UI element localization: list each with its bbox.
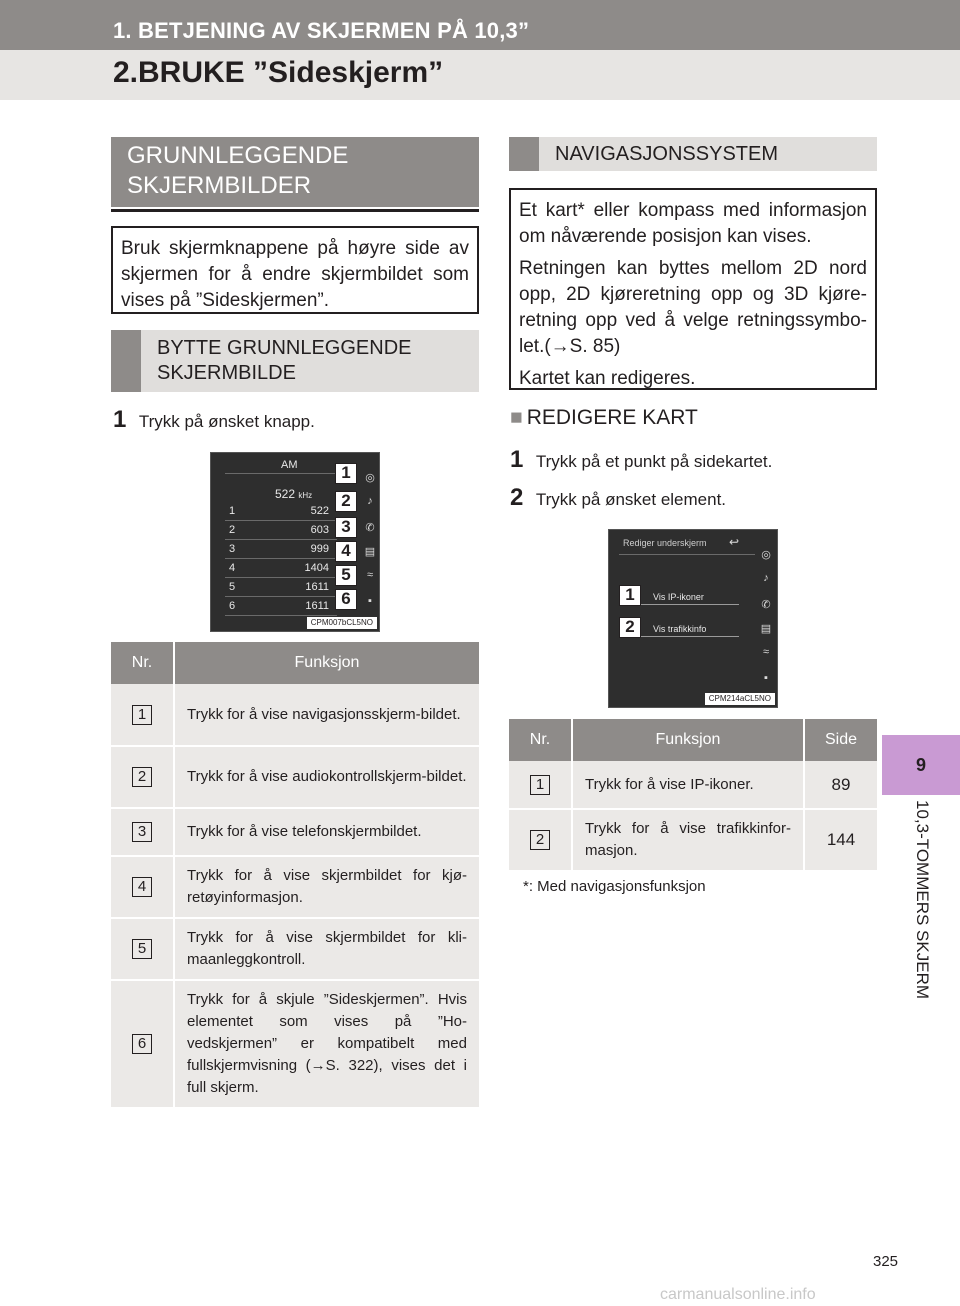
preset-frequency: 999 <box>310 543 329 555</box>
heading-bytte-text: BYTTE GRUNNLEGGENDE SKJERMBILDE <box>157 337 412 384</box>
subheading-marker: ■ <box>510 406 523 429</box>
step-2-right <box>510 484 726 512</box>
row-function: Trykk for å vise IP-ikoner. <box>572 761 804 809</box>
audio-icon[interactable]: ♪ <box>763 572 769 584</box>
heading-grunnleggende-text: GRUNNLEGGENDE SKJERMBILDER <box>127 142 349 199</box>
table-row <box>509 761 877 809</box>
row-page: 89 <box>804 761 877 809</box>
edit-option-ip-icons[interactable]: Vis IP-ikoner <box>653 592 704 602</box>
info-paragraph-2: Retningen kan byttes mellom 2D nord opp, 2D kjøreretning opp og 3D kjøre-retning opp ved å velge retningssymbo-let.(→S. 85) <box>519 258 867 357</box>
step-number: 2 <box>510 484 524 511</box>
row-number: 2 <box>530 830 550 850</box>
preset-frequency: 1404 <box>304 562 329 574</box>
heading-underline <box>111 209 479 212</box>
row-number: 4 <box>132 877 152 897</box>
info-paragraph-3: Kartet kan redigeres. <box>519 368 696 389</box>
watermark: carmanualsonline.info <box>660 1286 816 1303</box>
screen-title: Rediger underskjerm <box>623 538 707 548</box>
step-1-left <box>113 406 315 434</box>
function-table-right <box>509 719 877 872</box>
step-text: Trykk på et punkt på sidekartet. <box>535 452 773 471</box>
heading-navigasjonssystem-text: NAVIGASJONSSYSTEM <box>555 143 779 165</box>
row-function: Trykk for å vise navigasjonsskjerm-bildet. <box>174 684 479 746</box>
navigation-icon[interactable]: ◎ <box>761 549 771 561</box>
navigation-info-box <box>509 188 877 390</box>
heading-grunnleggende <box>111 137 479 207</box>
table-row <box>111 918 479 980</box>
audio-icon[interactable]: ♪ <box>367 495 373 507</box>
footnote: *: Med navigasjonsfunksjon <box>523 878 706 895</box>
image-caption: CPM007bCL5NO <box>307 617 377 629</box>
badge-4: 4 <box>335 541 357 562</box>
chapter-tab-number: 9 <box>882 735 960 795</box>
step-text: Trykk på ønsket knapp. <box>138 412 315 431</box>
info-paragraph-1: Et kart* eller kompass med informasjon om nåværende posisjon kan vises. <box>519 200 867 247</box>
row-number: 1 <box>530 775 550 795</box>
preset-number: 4 <box>229 562 236 574</box>
col-header-nr: Nr. <box>509 719 572 761</box>
col-header-funksjon: Funksjon <box>174 642 479 684</box>
preset-number: 2 <box>229 524 236 536</box>
car-info-icon[interactable]: ▤ <box>364 546 376 558</box>
row-number: 5 <box>132 939 152 959</box>
table-row <box>111 684 479 746</box>
row-page: 144 <box>804 809 877 871</box>
navigation-icon[interactable]: ◎ <box>365 472 375 484</box>
screen-title: AM <box>281 459 298 471</box>
row-number: 1 <box>132 705 152 725</box>
badge-6: 6 <box>335 589 357 610</box>
preset-button-3[interactable] <box>229 543 329 555</box>
table-row <box>111 980 479 1108</box>
page-title: 2.BRUKE ”Sideskjerm” <box>113 56 444 89</box>
intro-text: Bruk skjermknappene på høyre side av skjermen for å endre skjermbildet som vises på ”Sideskjermen”. <box>121 238 469 311</box>
subheading-redigere <box>510 406 698 430</box>
row-function: Trykk for å vise skjermbildet for kli-maanleggkontroll. <box>174 918 479 980</box>
preset-frequency: 1611 <box>305 600 329 612</box>
preset-button-1[interactable] <box>229 505 329 517</box>
preset-button-5[interactable] <box>229 581 329 593</box>
table-row <box>111 746 479 808</box>
climate-icon[interactable]: ≈ <box>366 569 374 581</box>
heading-bytte <box>111 330 479 392</box>
badge-5: 5 <box>335 565 357 586</box>
preset-number: 3 <box>229 543 236 555</box>
intro-box <box>111 226 479 314</box>
badge-1: 1 <box>335 463 357 484</box>
page-number: 325 <box>873 1253 899 1270</box>
step-text: Trykk på ønsket element. <box>535 490 727 509</box>
badge-3: 3 <box>335 517 357 538</box>
function-table-left <box>111 642 479 1109</box>
col-header-side: Side <box>804 719 877 761</box>
car-info-icon[interactable]: ▤ <box>760 623 772 635</box>
row-function: Trykk for å vise trafikkinfor-masjon. <box>572 809 804 871</box>
step-number: 1 <box>510 446 524 473</box>
preset-button-6[interactable] <box>229 600 329 612</box>
hide-sidescreen-icon[interactable]: ▪ <box>368 595 372 607</box>
row-number: 6 <box>132 1034 152 1054</box>
section-title: 1. BETJENING AV SKJERMEN PÅ 10,3” <box>113 18 530 43</box>
table-row <box>509 809 877 871</box>
row-function: Trykk for å vise telefonskjermbildet. <box>174 808 479 856</box>
side-screen-edit <box>608 529 778 708</box>
step-1-right <box>510 446 772 474</box>
heading-navigasjonssystem <box>509 137 877 171</box>
back-icon[interactable]: ↩ <box>728 535 740 549</box>
badge-2: 2 <box>619 617 641 638</box>
col-header-nr: Nr. <box>111 642 174 684</box>
table-row <box>111 856 479 918</box>
badge-2: 2 <box>335 491 357 512</box>
step-number: 1 <box>113 406 127 433</box>
preset-frequency: 1611 <box>305 581 329 593</box>
preset-frequency: 603 <box>310 524 329 536</box>
preset-number: 6 <box>229 600 236 612</box>
preset-number: 1 <box>229 505 236 517</box>
preset-button-2[interactable] <box>229 524 329 536</box>
climate-icon[interactable]: ≈ <box>762 646 770 658</box>
screen-frequency: 522 kHz <box>275 487 313 501</box>
row-number: 2 <box>132 767 152 787</box>
edit-option-traffic-info[interactable]: Vis trafikkinfo <box>653 624 707 634</box>
col-header-funksjon: Funksjon <box>572 719 804 761</box>
badge-1: 1 <box>619 585 641 606</box>
hide-sidescreen-icon[interactable]: ▪ <box>764 672 768 684</box>
image-caption: CPM214aCL5NO <box>705 693 775 705</box>
phone-icon[interactable]: ✆ <box>761 599 771 611</box>
row-number: 3 <box>132 822 152 842</box>
heading-bar <box>509 137 539 171</box>
side-screen-audio <box>210 452 380 632</box>
subheading-text: REDIGERE KART <box>526 406 698 429</box>
preset-number: 5 <box>229 581 236 593</box>
row-function: Trykk for å vise skjermbildet for kjø-retøyinformasjon. <box>174 856 479 918</box>
heading-bar <box>111 330 141 392</box>
row-function: Trykk for å skjule ”Sideskjermen”. Hvis elementet som vises på ”Ho-vedskjermen” er kompatibelt med fullskjermvisning (→S. 322), vises det i full skjerm. <box>174 980 479 1108</box>
preset-frequency: 522 <box>310 505 329 517</box>
phone-icon[interactable]: ✆ <box>365 522 375 534</box>
preset-button-4[interactable] <box>229 562 329 574</box>
row-function: Trykk for å vise audiokontrollskjerm-bildet. <box>174 746 479 808</box>
table-row <box>111 808 479 856</box>
